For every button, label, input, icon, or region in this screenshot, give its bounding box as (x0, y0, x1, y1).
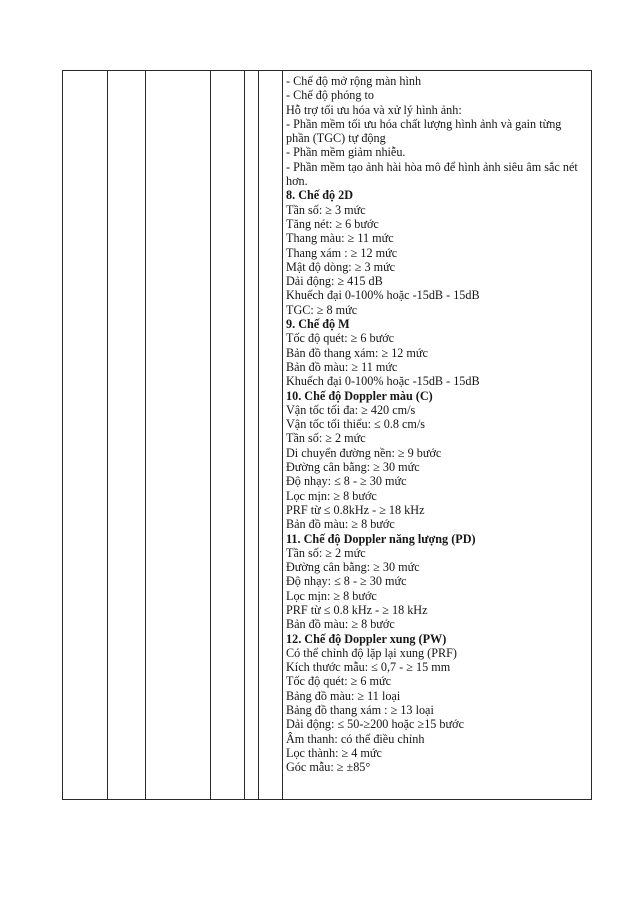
section-heading: 11. Chế độ Doppler năng lượng (PD) (286, 531, 476, 546)
spec-line: Mật độ dòng: ≥ 3 mức (286, 259, 396, 274)
table-bottom-border (62, 799, 592, 800)
specification-cell (286, 74, 584, 775)
column-border-1 (62, 70, 63, 800)
column-border-8 (591, 70, 592, 800)
spec-line: Tốc độ quét: ≥ 6 mức (286, 674, 392, 689)
spec-line: Vận tốc tối thiểu: ≤ 0.8 cm/s (286, 417, 426, 432)
spec-line: Bảng đồ thang xám : ≥ 13 loại (286, 703, 434, 718)
spec-line: Bảng đồ màu: ≥ 11 loại (286, 688, 401, 703)
spec-line: Vận tốc tối đa: ≥ 420 cm/s (286, 402, 416, 417)
spec-line: Bản đồ màu: ≥ 11 mức (286, 359, 398, 374)
spec-line: Đường cân bằng: ≥ 30 mức (286, 560, 420, 575)
spec-line: Có thể chỉnh độ lặp lại xung (PRF) (286, 645, 457, 660)
spec-line: PRF từ ≤ 0.8 kHz - ≥ 18 kHz (286, 602, 428, 617)
spec-line: Đường cân bằng: ≥ 30 mức (286, 460, 420, 475)
spec-line: Khuếch đại 0-100% hoặc -15dB - 15dB (286, 374, 480, 389)
spec-line: Dải động: ≥ 415 dB (286, 274, 383, 289)
spec-line: Tần số: ≥ 2 mức (286, 545, 366, 560)
spec-line: PRF từ ≤ 0.8kHz - ≥ 18 kHz (286, 502, 425, 517)
spec-line: - Phần mềm tối ưu hóa chất lượng hình ảnh và gain từng phần (TGC) tự động (286, 116, 562, 146)
column-border-7 (282, 70, 283, 800)
spec-line: Tốc độ quét: ≥ 6 bước (286, 331, 395, 346)
spec-line: Dải động: ≤ 50-≥200 hoặc ≥15 bước (286, 717, 464, 732)
spec-line: Bản đồ thang xám: ≥ 12 mức (286, 345, 428, 360)
section-heading: 12. Chế độ Doppler xung (PW) (286, 631, 447, 646)
spec-line: Lọc mịn: ≥ 8 bước (286, 588, 377, 603)
spec-line: Hỗ trợ tối ưu hóa và xử lý hình ảnh: (286, 102, 462, 117)
spec-line: Tăng nét: ≥ 6 bước (286, 216, 379, 231)
spec-line: TGC: ≥ 8 mức (286, 302, 358, 317)
spec-line: Di chuyển đường nền: ≥ 9 bước (286, 445, 442, 460)
spec-line: - Chế độ mở rộng màn hình (286, 74, 422, 88)
column-border-3 (145, 70, 146, 800)
section-heading: 9. Chế độ M (286, 317, 350, 332)
spec-line: Lọc thành: ≥ 4 mức (286, 745, 382, 760)
table-top-border (62, 70, 592, 71)
spec-line: Độ nhạy: ≤ 8 - ≥ 30 mức (286, 474, 407, 489)
column-border-5 (244, 70, 245, 800)
spec-line: Tần số: ≥ 2 mức (286, 431, 366, 446)
spec-line: Thang màu: ≥ 11 mức (286, 231, 394, 246)
spec-line: - Phần mềm tạo ảnh hài hòa mô để hình ảnh siêu âm sắc nét hơn. (286, 159, 578, 189)
spec-line: Bản đồ màu: ≥ 8 bước (286, 517, 395, 532)
section-heading: 10. Chế độ Doppler màu (C) (286, 388, 433, 403)
spec-line: Độ nhạy: ≤ 8 - ≥ 30 mức (286, 574, 407, 589)
column-border-2 (107, 70, 108, 800)
spec-line: Bản đồ màu: ≥ 8 bước (286, 617, 395, 632)
spec-line: - Phần mềm giảm nhiễu. (286, 145, 406, 160)
spec-line: Tần số: ≥ 3 mức (286, 202, 366, 217)
spec-line: Khuếch đại 0-100% hoặc -15dB - 15dB (286, 288, 480, 303)
column-border-4 (210, 70, 211, 800)
column-border-6 (258, 70, 259, 800)
spec-line: Thang xám : ≥ 12 mức (286, 245, 398, 260)
spec-line: Lọc mịn: ≥ 8 bước (286, 488, 377, 503)
spec-line: Góc mẫu: ≥ ±85° (286, 760, 371, 775)
section-heading: 8. Chế độ 2D (286, 188, 354, 203)
spec-line: - Chế độ phóng to (286, 88, 375, 103)
spec-line: Kích thước mẫu: ≤ 0,7 - ≥ 15 mm (286, 660, 451, 675)
spec-line: Âm thanh: có thể điều chỉnh (286, 731, 425, 746)
